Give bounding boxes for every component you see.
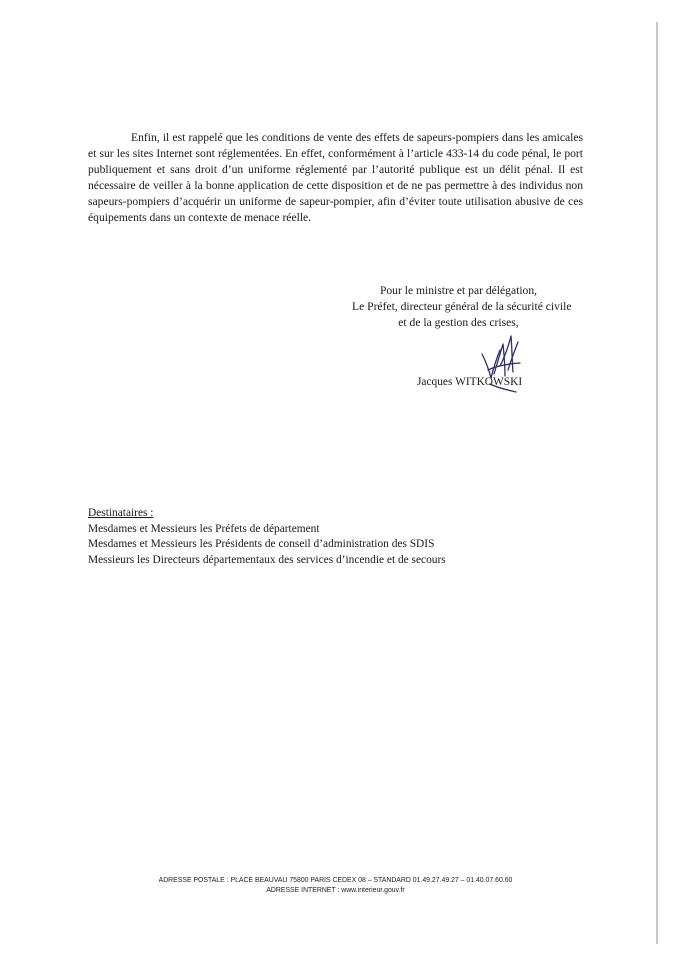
recipient-item: Messieurs les Directeurs départementaux des services d’incendie et de secours — [88, 553, 446, 566]
page-footer — [88, 876, 583, 895]
footer-address: ADRESSE POSTALE : PLACE BEAUVAU 75800 PARIS CEDEX 08 – STANDARD 01.49.27.49.27 – 01.40.07.60.60 — [158, 877, 513, 884]
body-paragraph: Enfin, il est rappelé que les conditions de vente des effets de sapeurs-pompiers dans les amicales et sur les sites Internet sont réglementées. En effet, conformément à l’article 433-14 du code pénal, le port publiquement et sans droit d’un uniforme réglementé par l’autorité publique est un délit pénal. Il est nécessaire de veiller à la bonne application de cette disposition et de ne pas permettre à des individus non sapeurs-pompiers d’acquérir un uniforme de sapeur-pompier, afin d’éviter toute utilisation abusive de ces équipements dans un contexte de menace réelle. — [88, 131, 583, 225]
recipients-list — [88, 506, 446, 568]
signature-line-2: Le Préfet, directeur général de la sécurité civile — [352, 300, 572, 314]
footer-website: ADRESSE INTERNET : www.interieur.gouv.fr — [266, 886, 405, 894]
signer-name: Jacques WITKOWSKI — [417, 376, 523, 388]
recipient-item: Mesdames et Messieurs les Présidents de conseil d’administration des SDIS — [88, 538, 435, 551]
page-edge-line — [656, 22, 658, 944]
recipient-item: Mesdames et Messieurs les Préfets de département — [88, 522, 320, 535]
recipients-heading: Destinataires : — [88, 507, 154, 519]
signature-line-1: Pour le ministre et par délégation, — [379, 284, 538, 297]
signature-line-3: et de la gestion des crises, — [398, 316, 519, 330]
signature-block — [352, 283, 572, 332]
